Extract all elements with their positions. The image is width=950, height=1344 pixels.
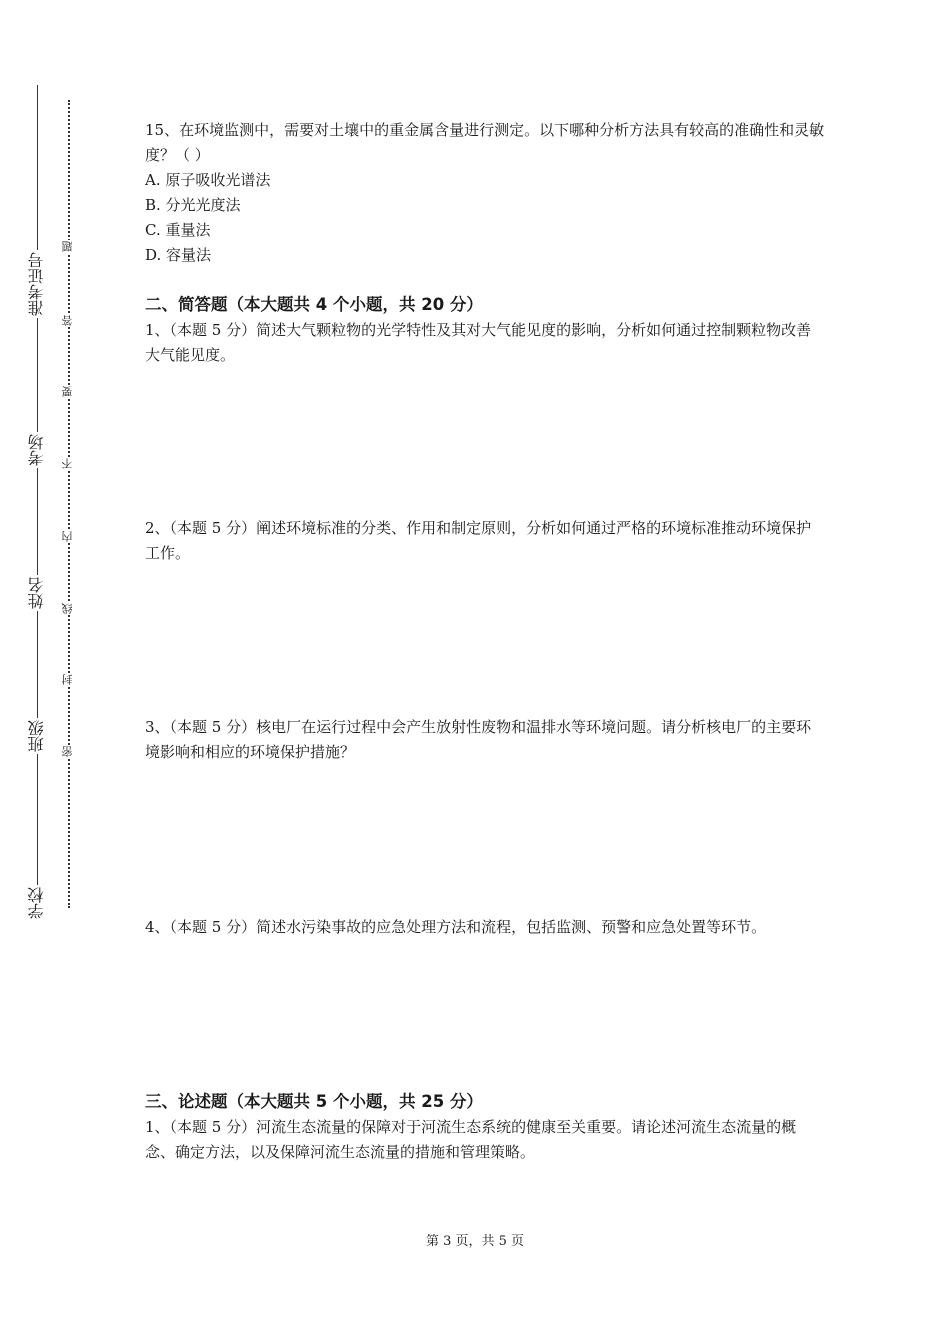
seal-char: 题	[58, 240, 78, 253]
option-a: A. 原子吸收光谱法	[145, 171, 271, 189]
label-class: 班级	[20, 718, 54, 754]
binding-margin	[0, 0, 110, 1344]
essay-q1: 1、（本题 5 分）河流生态流量的保障对于河流生态系统的健康至关重要。请论述河流生态流量的概念、确定方法，以及保障河流生态流量的措施和管理策略。	[145, 1118, 797, 1161]
label-school: 学校	[20, 885, 54, 921]
seal-char: 内	[58, 530, 78, 543]
seal-char: 封	[58, 673, 78, 686]
binding-solid-line	[37, 85, 38, 915]
binding-dotted-line	[68, 100, 70, 908]
page-footer: 第 3 页，共 5 页	[425, 1234, 525, 1249]
seal-char: 不	[58, 457, 78, 470]
option-d: D. 容量法	[145, 246, 212, 264]
label-exam-room: 考场	[20, 432, 54, 468]
option-b: B. 分光光度法	[145, 196, 241, 214]
short-answer-q1: 1、（本题 5 分）简述大气颗粒物的光学特性及其对大气能见度的影响，分析如何通过控制颗粒物改善大气能见度。	[145, 321, 812, 364]
question-15-stem: 15、在环境监测中，需要对土壤中的重金属含量进行测定。以下哪种分析方法具有较高的准确性和灵敏度？（ ）	[145, 121, 825, 164]
seal-char: 线	[58, 602, 78, 615]
section-3-title: 三、论述题（本大题共 5 个小题，共 25 分）	[145, 1092, 483, 1111]
seal-char: 答	[58, 314, 78, 327]
seal-char: 密	[58, 745, 78, 758]
label-name: 姓名	[20, 575, 54, 611]
label-exam-number: 准考证号	[20, 250, 54, 318]
short-answer-q2: 2、（本题 5 分）阐述环境标准的分类、作用和制定原则，分析如何通过严格的环境标准推动环境保护工作。	[145, 519, 812, 562]
section-2-title: 二、简答题（本大题共 4 个小题，共 20 分）	[145, 295, 483, 314]
seal-char: 要	[58, 385, 78, 398]
short-answer-q3: 3、（本题 5 分）核电厂在运行过程中会产生放射性废物和温排水等环境问题。请分析核电厂的主要环境影响和相应的环境保护措施？	[145, 718, 812, 761]
option-c: C. 重量法	[145, 221, 211, 239]
short-answer-q4: 4、（本题 5 分）简述水污染事故的应急处理方法和流程，包括监测、预警和应急处置等环节。	[145, 918, 767, 936]
